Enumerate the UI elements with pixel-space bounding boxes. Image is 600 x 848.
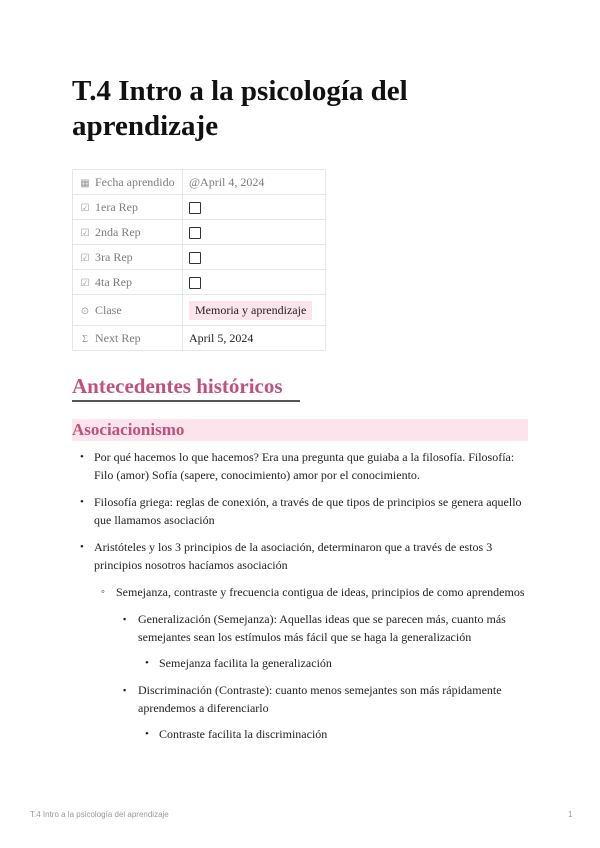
bullet-disc-icon: •: [145, 657, 149, 669]
property-value: [183, 326, 326, 351]
bullet-disc-icon: •: [80, 451, 84, 463]
property-value: [183, 270, 326, 295]
bullet-list: [72, 446, 532, 743]
list-item-text: Semejanza facilita la generalización: [159, 656, 332, 670]
property-label: Clase: [95, 302, 122, 317]
class-tag[interactable]: Memoria y aprendizaje: [189, 301, 312, 320]
property-value: [183, 245, 326, 270]
list-item: [72, 681, 532, 717]
checkbox[interactable]: [189, 202, 201, 214]
list-item: [72, 493, 532, 529]
property-row: [73, 195, 326, 220]
list-item-text: Discriminación (Contraste): cuanto menos semejantes son más rápidamente aprendemos a diferenciarlo: [138, 683, 502, 715]
checkbox-property-icon: ☑: [80, 227, 90, 239]
property-row: [73, 270, 326, 295]
list-item: [72, 654, 532, 672]
property-row: [73, 220, 326, 245]
formula-icon: Σ: [82, 333, 88, 345]
property-value: [183, 220, 326, 245]
property-label: Next Rep: [95, 330, 141, 345]
bullet-square-icon: ▪: [123, 685, 127, 695]
list-item-text: Filosofía griega: reglas de conexión, a través de que tipos de principios se genera aquello que llamamos asociación: [94, 495, 522, 527]
calendar-icon: ▦: [80, 177, 90, 189]
property-label: 1era Rep: [95, 199, 138, 214]
heading-underline: [72, 400, 300, 402]
page-footer-title: T.4 Intro a la psicología del aprendizaje: [30, 810, 169, 819]
checkbox[interactable]: [189, 277, 201, 289]
property-key: [73, 245, 183, 270]
checkbox[interactable]: [189, 227, 201, 239]
property-key: [73, 295, 183, 326]
page-number: 1: [568, 810, 573, 819]
list-item: [72, 538, 532, 574]
property-row: [73, 326, 326, 351]
property-key: [73, 170, 183, 195]
property-label: 3ra Rep: [95, 249, 133, 264]
list-item: [72, 583, 532, 601]
select-icon: ⊙: [80, 305, 90, 317]
property-key: [73, 220, 183, 245]
checkbox-property-icon: ☑: [80, 277, 90, 289]
checkbox-property-icon: ☑: [80, 252, 90, 264]
checkbox-property-icon: ☑: [80, 202, 90, 214]
property-row: [73, 170, 326, 195]
list-item: [72, 725, 532, 743]
property-value: [183, 295, 326, 326]
list-item-text: Por qué hacemos lo que hacemos? Era una pregunta que guiaba a la filosofía. Filosofía: Filo (amor) Sofía (sapere, conocimiento) amor por el conocimiento.: [94, 450, 515, 482]
list-item: [72, 448, 532, 484]
property-value: [183, 195, 326, 220]
property-key: [73, 270, 183, 295]
subsection-heading: Asociacionismo: [72, 420, 185, 439]
property-value: [183, 170, 326, 195]
list-item-text: Generalización (Semejanza): Aquellas ideas que se parecen más, cuanto más semejantes sean los estímulos más fácil que se haga la generalización: [138, 612, 506, 644]
list-item-text: Aristóteles y los 3 principios de la asociación, determinaron que a través de estos 3 principios nosotros hacíamos asociación: [94, 540, 493, 572]
bullet-disc-icon: •: [80, 541, 84, 553]
bullet-disc-icon: •: [145, 728, 149, 740]
property-key: [73, 326, 183, 351]
property-key: [73, 195, 183, 220]
property-value-text: April 5, 2024: [189, 330, 254, 345]
property-label: Fecha aprendido: [95, 174, 175, 189]
property-label: 2nda Rep: [95, 224, 141, 239]
properties-table: [72, 169, 326, 351]
list-item-text: Semejanza, contraste y frecuencia contigua de ideas, principios de como aprendemos: [116, 585, 525, 599]
property-row: [73, 245, 326, 270]
property-label: 4ta Rep: [95, 274, 132, 289]
property-row: [73, 295, 326, 326]
page-title: T.4 Intro a la psicología del aprendizaje: [72, 75, 408, 142]
list-item: [72, 610, 532, 646]
bullet-disc-icon: •: [80, 496, 84, 508]
checkbox[interactable]: [189, 252, 201, 264]
section-heading: Antecedentes históricos: [72, 374, 283, 398]
list-item-text: Contraste facilita la discriminación: [159, 727, 328, 741]
bullet-circle-icon: ◦: [101, 586, 105, 598]
property-value-text: @April 4, 2024: [189, 174, 265, 189]
bullet-square-icon: ▪: [123, 614, 127, 624]
